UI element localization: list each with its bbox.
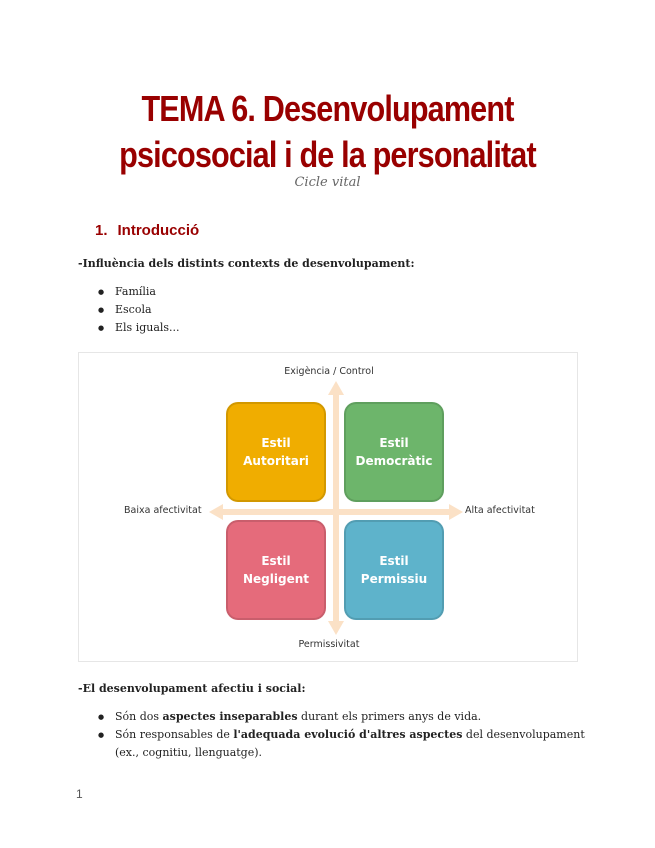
affective-list xyxy=(98,708,588,762)
list-item xyxy=(98,708,588,726)
bold-text: aspectes inseparables xyxy=(162,710,298,723)
contexts-list xyxy=(98,283,180,337)
contexts-heading: -Influència dels distints contexts de desenvolupament: xyxy=(78,257,415,270)
list-item: ● Els iguals... xyxy=(98,319,180,337)
axis-label-right: Alta afectivitat xyxy=(465,505,535,516)
arrow-up-icon xyxy=(328,381,344,395)
list-item: ● Escola xyxy=(98,301,180,319)
quadrant-label: Negligent xyxy=(242,572,309,586)
section-number: 1. xyxy=(95,222,108,239)
quadrant-negligent xyxy=(226,520,326,620)
quadrant-label: Autoritari xyxy=(243,454,309,468)
list-item: ● Família xyxy=(98,283,180,301)
text: durant els primers anys de vida. xyxy=(297,710,482,723)
axis-label-bottom: Permissivitat xyxy=(298,639,360,650)
quadrant-label: Estil xyxy=(379,436,409,450)
arrow-down-icon xyxy=(328,621,344,635)
subtitle: Cicle vital xyxy=(294,175,361,190)
title-line-1: TEMA 6. Desenvolupament xyxy=(141,88,514,129)
section-heading xyxy=(95,222,199,239)
quadrant-label: Permissiu xyxy=(360,572,428,586)
text: del desenvolupament (ex., cognitiu, llenguatge). xyxy=(115,728,585,759)
list-item xyxy=(98,726,588,762)
arrow-right-icon xyxy=(449,504,463,520)
text: Són dos xyxy=(115,710,163,723)
document-title xyxy=(49,86,606,178)
quadrant-label: Estil xyxy=(379,554,409,568)
quadrant-democratic xyxy=(344,402,444,502)
parenting-styles-diagram xyxy=(78,352,578,662)
quadrant-permissiu xyxy=(344,520,444,620)
vertical-axis xyxy=(333,393,339,623)
text: Són responsables de xyxy=(115,728,234,741)
page-number: 1 xyxy=(76,787,83,801)
title-line-2: psicosocial i de la personalitat xyxy=(119,134,536,175)
quadrant-label: Estil xyxy=(261,554,291,568)
bold-text: l'adequada evolució d'altres aspectes xyxy=(233,728,463,741)
quadrant-label: Democràtic xyxy=(355,454,433,468)
quadrant-autoritari xyxy=(226,402,326,502)
quadrant-label: Estil xyxy=(261,436,291,450)
affective-heading: -El desenvolupament afectiu i social: xyxy=(78,682,306,695)
arrow-left-icon xyxy=(209,504,223,520)
horizontal-axis xyxy=(221,509,451,515)
section-title: Introducció xyxy=(117,222,200,239)
axis-label-top: Exigència / Control xyxy=(284,366,374,377)
axis-label-left: Baixa afectivitat xyxy=(124,505,202,516)
